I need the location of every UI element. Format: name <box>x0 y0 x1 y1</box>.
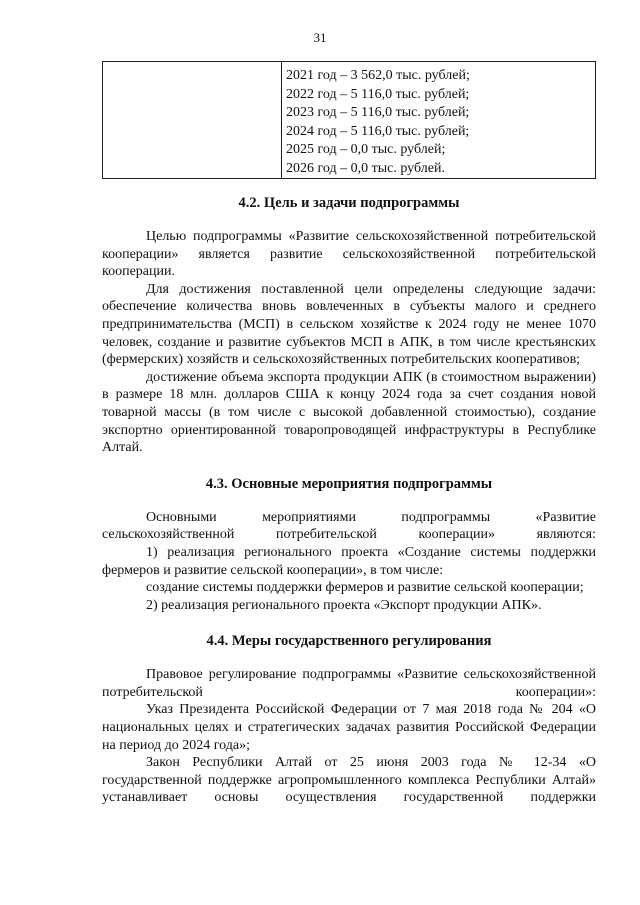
funding-line-2024: 2024 год – 5 116,0 тыс. рублей; <box>286 123 470 139</box>
table-funding-cell <box>282 62 596 179</box>
table-empty-cell <box>103 62 282 179</box>
funding-line-2021: 2021 год – 3 562,0 тыс. рублей; <box>286 68 470 83</box>
tasks-paragraph: Для достижения поставленной цели определены следующие задачи: обеспечение количества вновь вовлеченных в субъекты малого и среднего предпринимательства (МСП) в сельском хозяйстве к 2024 году не менее 1070 человек, создание и развитие субъектов МСП в АПК, в том числе крестьянских (фермерских) хозяйств и сельскохозяйственных потребительских кооперативов; <box>102 281 596 368</box>
export-paragraph: достижение объема экспорта продукции АПК (в стоимостном выражении) в размере 18 млн. долларов США к концу 2024 года за счет создания новой товарной массы (в том числе с высокой добавленной стоимостью), создание экспортно ориентированной товаропроводящей инфраструктуры в Республике Алтай. <box>102 369 596 456</box>
regulation-intro-paragraph: Правовое регулирование подпрограммы «Развитие сельскохозяйственной потребительской кооперации»: <box>102 667 596 700</box>
decree-paragraph: Указ Президента Российской Федерации от 7 мая 2018 года № 204 «О национальных целях и стратегических задачах развития Российской Федерации на период до 2024 года»; <box>102 702 596 753</box>
event-subitem: создание системы поддержки фермеров и развитие сельской кооперации; <box>146 580 584 596</box>
document-body <box>102 193 596 807</box>
goal-paragraph: Целью подпрограммы «Развитие сельскохозяйственной потребительской кооперации» является развитие сельскохозяйственной потребительской кооперации. <box>102 229 596 280</box>
section-heading-regulation: 4.4. Меры государственного регулирования <box>206 633 492 650</box>
funding-line-2023: 2023 год – 5 116,0 тыс. рублей; <box>286 105 470 120</box>
page-number: 31 <box>313 30 327 45</box>
event-item-2: 2) реализация регионального проекта «Экспорт продукции АПК». <box>146 597 542 613</box>
section-heading-events: 4.3. Основные мероприятия подпрограммы <box>205 475 493 492</box>
law-paragraph: Закон Республики Алтай от 25 июня 2003 года № 12-34 «О государственной поддержке агропромышленного комплекса Республики Алтай» устанавливает основы осуществления государственной поддержки <box>102 755 596 806</box>
funding-line-2026: 2026 год – 0,0 тыс. рублей. <box>286 160 445 176</box>
section-heading-goal: 4.2. Цель и задачи подпрограммы <box>238 195 460 211</box>
budget-table <box>102 61 596 179</box>
funding-line-2025: 2025 год – 0,0 тыс. рублей; <box>286 142 446 157</box>
events-intro-paragraph: Основными мероприятиями подпрограммы «Развитие сельскохозяйственной потребительской кооперации» являются: <box>102 509 596 543</box>
event-item-1: 1) реализация регионального проекта «Создание системы поддержки фермеров и развитие сельской кооперации», в том числе: <box>102 544 596 578</box>
funding-line-2022: 2022 год – 5 116,0 тыс. рублей; <box>286 86 470 102</box>
